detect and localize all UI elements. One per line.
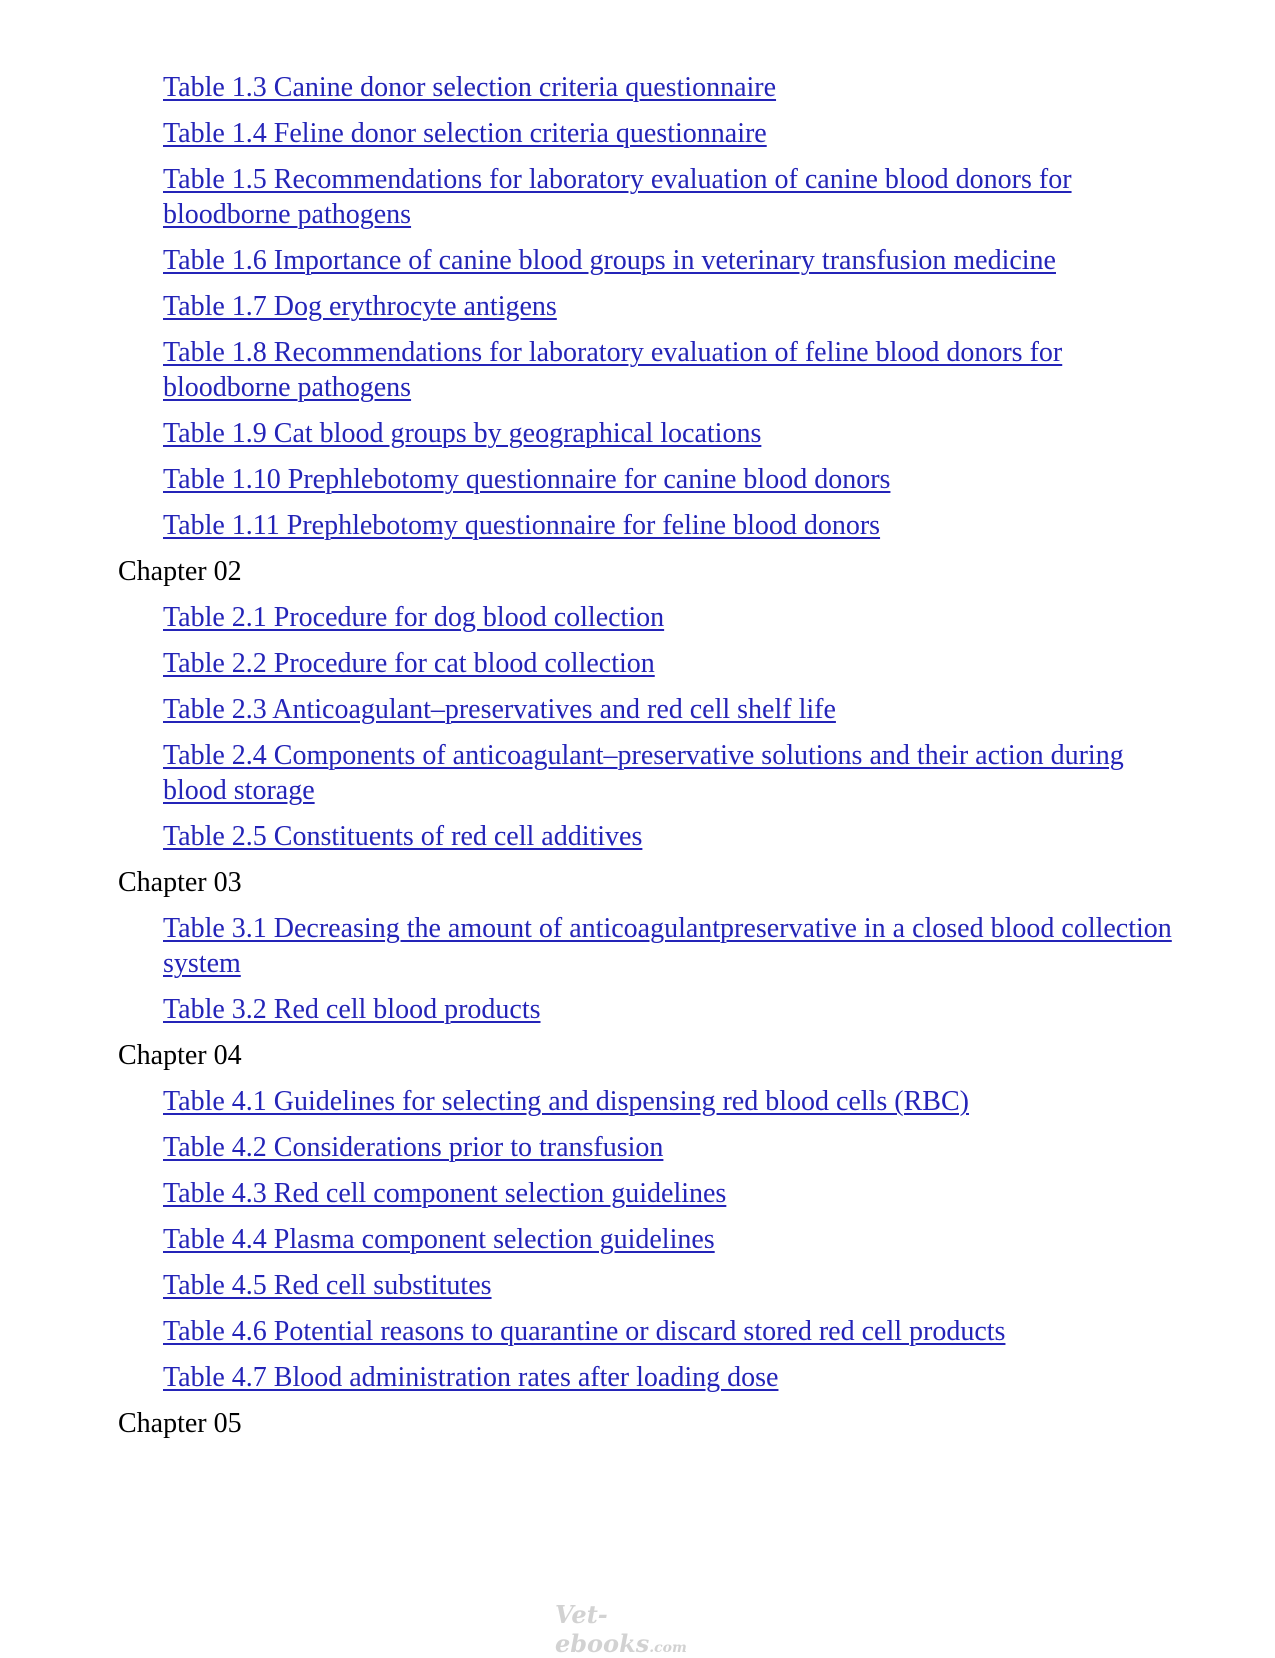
table-link[interactable]: Table 1.5 Recommendations for laboratory evaluation of canine blood donors for bloodborne pathogens	[163, 164, 1072, 230]
chapter-heading: Chapter 04	[118, 1040, 242, 1071]
table-link[interactable]: Table 1.3 Canine donor selection criteria questionnaire	[163, 72, 777, 103]
table-link[interactable]: Table 4.2 Considerations prior to transfusion	[163, 1132, 664, 1163]
toc-entry	[163, 1130, 1178, 1165]
toc-entry	[163, 911, 1178, 981]
watermark-text: Vet-ebooks	[555, 1600, 650, 1658]
toc-entry	[163, 508, 1178, 543]
toc-entry	[163, 738, 1178, 808]
toc-entry	[163, 992, 1178, 1027]
list-of-tables	[118, 70, 1178, 1452]
table-link[interactable]: Table 1.11 Prephlebotomy questionnaire for feline blood donors	[163, 510, 881, 541]
toc-entry	[163, 416, 1178, 451]
table-link[interactable]: Table 4.7 Blood administration rates after loading dose	[163, 1362, 779, 1393]
toc-entry	[163, 692, 1178, 727]
toc-entry	[163, 462, 1178, 497]
table-link[interactable]: Table 1.9 Cat blood groups by geographical locations	[163, 418, 762, 449]
toc-entry	[163, 70, 1178, 105]
table-link[interactable]: Table 1.4 Feline donor selection criteria questionnaire	[163, 118, 767, 149]
toc-entry	[163, 1314, 1178, 1349]
chapter-heading: Chapter 02	[118, 556, 242, 587]
toc-entry	[163, 646, 1178, 681]
toc-entry	[163, 1268, 1178, 1303]
table-link[interactable]: Table 1.8 Recommendations for laboratory evaluation of feline blood donors for bloodborne pathogens	[163, 337, 1063, 403]
table-link[interactable]: Table 4.5 Red cell substitutes	[163, 1270, 492, 1301]
table-link[interactable]: Table 1.10 Prephlebotomy questionnaire for canine blood donors	[163, 464, 891, 495]
table-link[interactable]: Table 2.5 Constituents of red cell additives	[163, 821, 643, 852]
toc-entry	[163, 162, 1178, 232]
table-link[interactable]: Table 4.4 Plasma component selection guidelines	[163, 1224, 715, 1255]
table-link[interactable]: Table 3.2 Red cell blood products	[163, 994, 541, 1025]
table-link[interactable]: Table 1.6 Importance of canine blood groups in veterinary transfusion medicine	[163, 245, 1056, 276]
toc-entry	[163, 289, 1178, 324]
toc-entry	[163, 1176, 1178, 1211]
table-link[interactable]: Table 1.7 Dog erythrocyte antigens	[163, 291, 557, 322]
toc-entry	[163, 819, 1178, 854]
table-link[interactable]: Table 4.1 Guidelines for selecting and dispensing red blood cells (RBC)	[163, 1086, 969, 1117]
watermark-suffix: .com	[649, 1640, 687, 1656]
table-link[interactable]: Table 4.3 Red cell component selection guidelines	[163, 1178, 727, 1209]
chapter-heading: Chapter 03	[118, 867, 242, 898]
table-link[interactable]: Table 2.3 Anticoagulant–preservatives and red cell shelf life	[163, 694, 836, 725]
toc-entry	[163, 116, 1178, 151]
toc-entry	[163, 600, 1178, 635]
toc-entry	[163, 1360, 1178, 1395]
watermark-logo	[555, 1600, 725, 1658]
table-link[interactable]: Table 2.1 Procedure for dog blood collection	[163, 602, 665, 633]
table-link[interactable]: Table 3.1 Decreasing the amount of anticoagulantpreservative in a closed blood collection system	[163, 913, 1172, 979]
table-link[interactable]: Table 2.2 Procedure for cat blood collection	[163, 648, 655, 679]
chapter-heading: Chapter 05	[118, 1408, 242, 1439]
toc-entry	[163, 1222, 1178, 1257]
table-link[interactable]: Table 4.6 Potential reasons to quarantine or discard stored red cell products	[163, 1316, 1006, 1347]
toc-entry	[163, 1084, 1178, 1119]
toc-entry	[163, 335, 1178, 405]
table-link[interactable]: Table 2.4 Components of anticoagulant–preservative solutions and their action during blood storage	[163, 740, 1124, 806]
toc-entry	[163, 243, 1178, 278]
